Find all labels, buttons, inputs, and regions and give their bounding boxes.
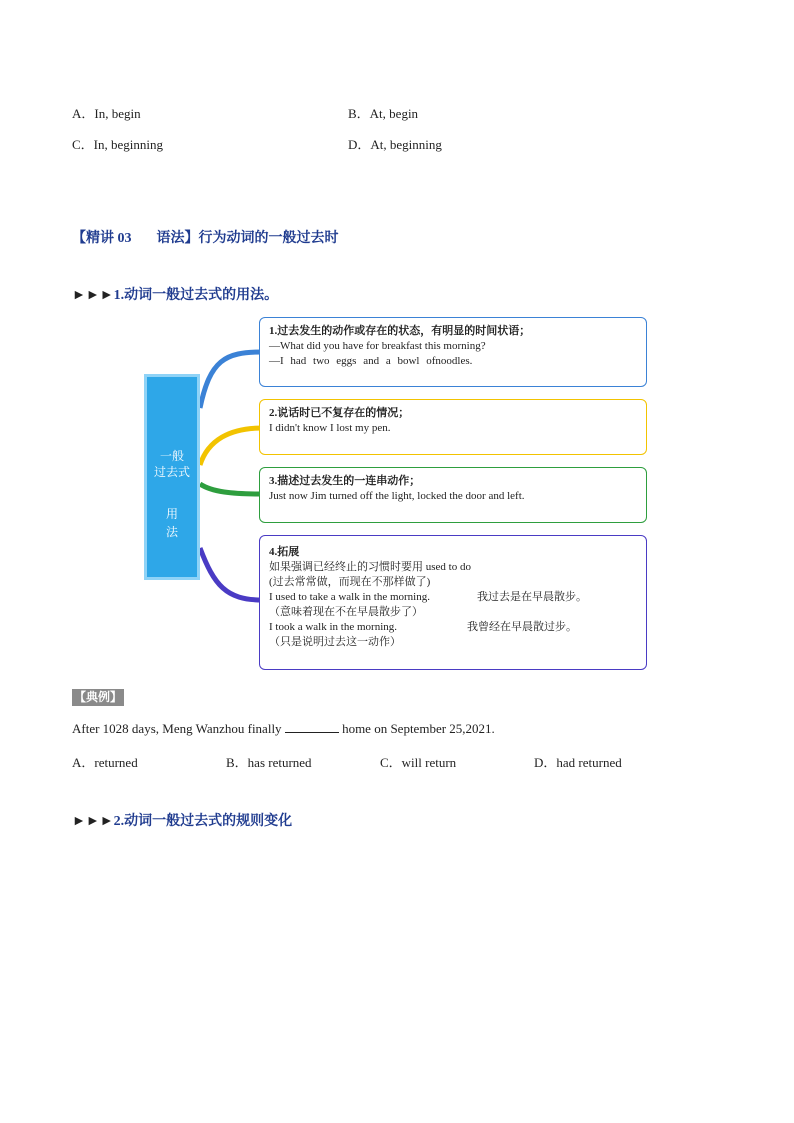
arrow-icon: ►►► [72, 814, 114, 829]
option-letter: B． [226, 755, 248, 770]
option-text: At, begin [369, 106, 419, 121]
answer-blank [285, 721, 339, 733]
option-text: In, beginning [93, 137, 163, 152]
box-title: 1.过去发生的动作或存在的状态，有明显的时间状语； [269, 325, 531, 337]
mindmap-box-4 [259, 535, 647, 670]
example-option-c [380, 752, 456, 771]
mindmap-box-2 [259, 399, 647, 455]
mindmap-center [144, 374, 200, 580]
box-line-en: I took a walk in the morning. [269, 621, 398, 633]
box-line [269, 590, 637, 605]
connector-purple [200, 548, 262, 600]
option-text: will return [401, 755, 457, 770]
box-line-zh: 我过去是在早晨散步。 [477, 591, 587, 603]
box-line: 如果强调已经终止的习惯时要用 used to do [269, 561, 471, 573]
option-letter: D． [534, 755, 557, 770]
arrow-icon: ►►► [72, 288, 114, 303]
option-letter: C． [72, 137, 94, 152]
question-text-before: After 1028 days, Meng Wanzhou finally [72, 721, 282, 736]
example-option-d [534, 752, 622, 771]
box-line: （只是说明过去这一动作） [269, 636, 401, 648]
box-line-zh: 我曾经在早晨散过步。 [467, 621, 577, 633]
center-line: 过去式 [153, 465, 190, 479]
section-title: 行为动词的一般过去时 [198, 231, 339, 246]
option-text: has returned [247, 755, 312, 770]
option-letter: A． [72, 106, 95, 121]
box-line: I didn't know I lost my pen. [269, 422, 391, 434]
box-line: —What did you have for breakfast this morning? [269, 340, 486, 352]
subheading-2 [72, 810, 292, 830]
option-text: In, begin [94, 106, 141, 121]
mindmap-box-3 [259, 467, 647, 523]
box-line [269, 620, 637, 635]
center-line: 一般 [159, 449, 184, 463]
mindmap-box-1 [259, 317, 647, 387]
box-line: (过去常常做，而现在不那样做了) [269, 576, 431, 588]
box-title: 4.拓展 [269, 546, 300, 558]
section-bracket-open: 【精讲 [72, 231, 114, 246]
question-text-after: home on September 25,2021. [342, 721, 495, 736]
example-option-a [72, 752, 138, 771]
box-title: 3.描述过去发生的一连串动作； [269, 475, 421, 487]
box-line-en: I used to take a walk in the morning. [269, 591, 430, 603]
center-line: 法 [165, 525, 178, 539]
connector-yellow [200, 428, 262, 465]
subheading-text: 2.动词一般过去式的规则变化 [113, 814, 293, 829]
box-line: Just now Jim turned off the light, locked the door and left. [269, 490, 525, 502]
option-letter: D． [348, 137, 371, 152]
option-letter: C． [380, 755, 402, 770]
box-line: —I had two eggs and a bowl ofnoodles. [269, 355, 473, 367]
option-letter: A． [72, 755, 95, 770]
box-title: 2.说话时已不复存在的情况； [269, 407, 410, 419]
subheading-text: 1.动词一般过去式的用法。 [113, 288, 279, 303]
example-tag: 【典例】 [74, 690, 123, 704]
section-label: 语法】 [156, 231, 199, 246]
example-option-b [226, 752, 312, 771]
option-letter: B． [348, 106, 370, 121]
box-line: （意味着现在不在早晨散步了） [269, 606, 423, 618]
option-text: returned [94, 755, 138, 770]
connector-blue [200, 352, 262, 408]
option-text: At, beginning [370, 137, 442, 152]
connector-green [200, 484, 262, 494]
option-text: had returned [556, 755, 622, 770]
section-number: 03 [117, 231, 132, 246]
center-line: 用 [165, 507, 178, 521]
example-question [72, 721, 495, 737]
